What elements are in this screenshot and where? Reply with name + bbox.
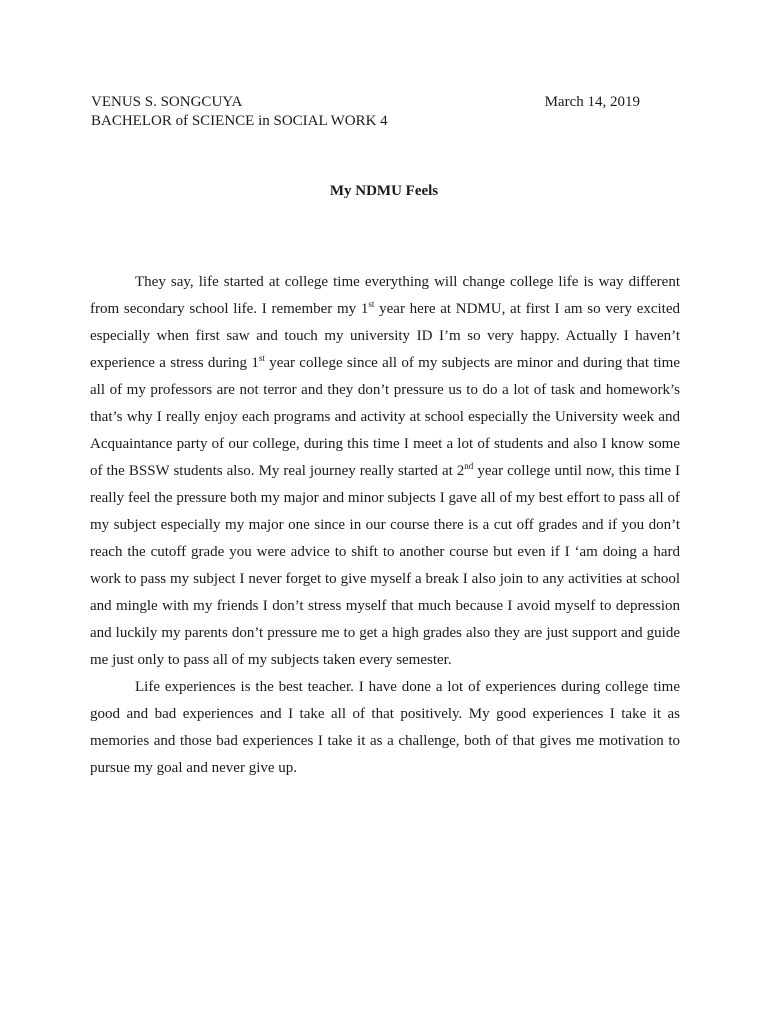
text-line: Acquaintance party of our college, during this time I meet a lot of students and also I know some: [90, 436, 680, 452]
text-line: me just only to pass all of my subjects taken every semester.: [90, 652, 452, 668]
paragraph-2: [90, 674, 680, 782]
text-line: Life experiences is the best teacher. I have done a lot of experiences during college time: [135, 679, 680, 695]
text-line: and luckily my parents don’t pressure me to get a high grades also they are just support and guide: [90, 625, 680, 641]
text-line: good and bad experiences and I take all of that positively. My good experiences I take it as: [90, 706, 680, 722]
text-line: that’s why I really enjoy each programs and activity at school especially the University week and: [90, 409, 680, 425]
text-line: really feel the pressure both my major and minor subjects I gave all of my best effort to pass all of: [90, 490, 680, 506]
ordinal-suffix: st: [258, 353, 265, 363]
document-body: [90, 269, 680, 782]
text-line: of the BSSW students also. My real journey really started at 2nd year college until now, this time I: [90, 461, 680, 479]
paragraph-1: [90, 269, 680, 674]
text-line: They say, life started at college time everything will change college life is way different: [135, 274, 680, 290]
text-line: all of my professors are not terror and they don’t pressure us to do a lot of task and homework’s: [90, 382, 680, 398]
document-title: My NDMU Feels: [329, 183, 439, 199]
author-program: BACHELOR of SCIENCE in SOCIAL WORK 4: [91, 113, 388, 129]
document-date: March 14, 2019: [544, 94, 640, 110]
text-line: work to pass my subject I never forget to give myself a break I also join to any activities at school: [90, 571, 680, 587]
text-line: and mingle with my friends I don’t stress myself that much because I avoid myself to depression: [90, 598, 680, 614]
text-line: reach the cutoff grade you were advice to shift to another course but even if I ‘am doing a hard: [90, 544, 680, 560]
text-line: experience a stress during 1st year college since all of my subjects are minor and during that time: [90, 353, 680, 371]
header-name-date-row: [91, 92, 640, 112]
author-name: VENUS S. SONGCUYA: [91, 94, 243, 110]
ordinal-suffix: st: [368, 299, 375, 309]
text-line: memories and those bad experiences I take it as a challenge, both of that gives me motivation to: [90, 733, 680, 749]
header-program-row: [91, 111, 640, 131]
text-line: especially when first saw and touch my university ID I’m so very happy. Actually I haven’t: [90, 328, 680, 344]
ordinal-suffix: nd: [464, 461, 474, 471]
text-line: my subject especially my major one since in our course there is a cut off grades and if you don’t: [90, 517, 680, 533]
text-line: from secondary school life. I remember my 1st year here at NDMU, at first I am so very excited: [90, 299, 680, 317]
text-line: pursue my goal and never give up.: [90, 760, 298, 776]
